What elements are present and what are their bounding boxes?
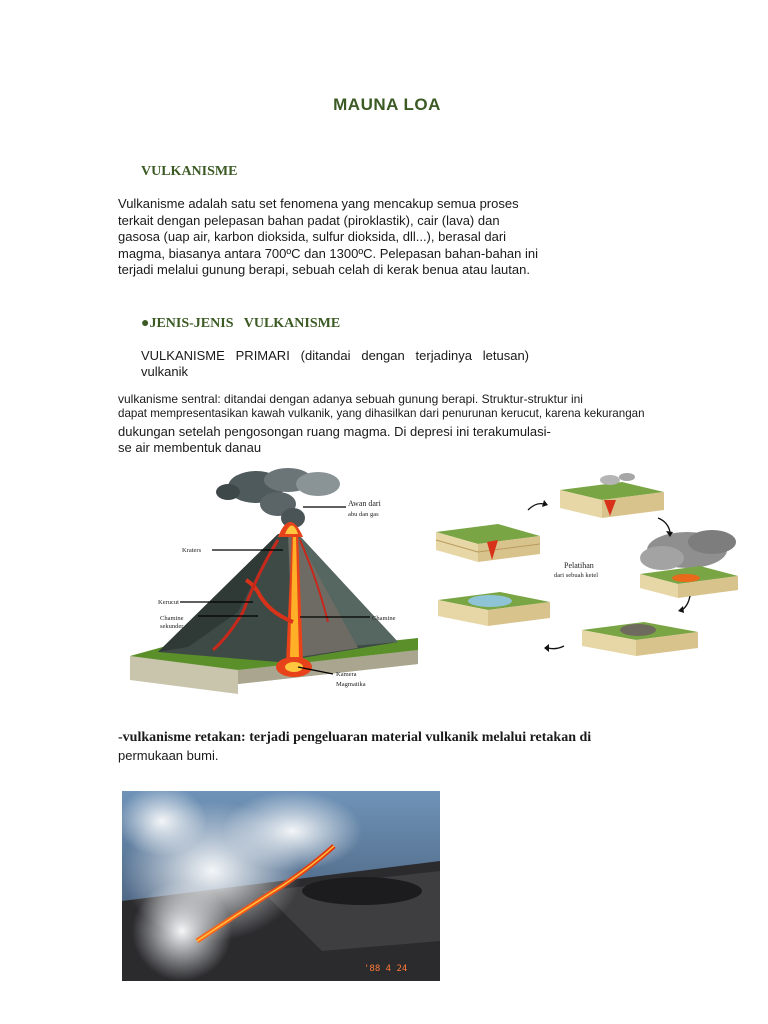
caldera-label-1: Pelatihan <box>564 561 594 570</box>
label-magmatika: Magmatika <box>336 681 366 688</box>
paragraph-line: gasosa (uap air, karbon dioksida, sulfur dioksida, dll...), berasal dari <box>118 229 507 244</box>
vulkanisme-paragraph <box>118 196 538 279</box>
label-chamine-sekunder-sub: sekunder <box>160 623 184 630</box>
section-heading-vulkanisme: VULKANISME <box>141 164 238 179</box>
primary-line-1: VULKANISME PRIMARI (ditandai dengan terjadinya letusan) <box>141 348 530 363</box>
fissure-photo <box>122 791 440 981</box>
label-kamera: Kamera <box>336 671 357 678</box>
section-heading-jenis: ●JENIS-JENIS VULKANISME <box>141 316 341 331</box>
page-title: MAUNA LOA <box>333 95 441 114</box>
block-stage-3 <box>640 530 738 598</box>
paragraph-line: terkait dengan pelepasan bahan padat (piroklastik), cair (lava) dan <box>118 212 500 228</box>
fissure-line-2: permukaan bumi. <box>118 748 219 763</box>
block-stage-1 <box>436 524 540 562</box>
paragraph-line: Vulkanisme adalah satu set fenomena yang mencakup semua proses <box>118 196 519 211</box>
label-awan: Awan dari <box>348 499 381 508</box>
label-chamine: Chamine <box>372 615 396 622</box>
volcano-diagram <box>128 462 420 694</box>
caldera-diagram <box>432 470 746 666</box>
block-stage-4 <box>582 622 698 656</box>
fissure-line-1: -vulkanisme retakan: terjadi pengeluaran material vulkanik melalui retakan di <box>118 730 592 745</box>
label-kraters: Kraters <box>182 547 202 554</box>
label-kerucut: Kerucut <box>158 599 179 606</box>
central-line-1: vulkanisme sentral: ditandai dengan adanya sebuah gunung berapi. Struktur-struktur ini <box>118 392 583 406</box>
caldera-label-2: dari sebuah ketel <box>554 572 599 579</box>
block-stage-2 <box>560 473 664 518</box>
photo-date-stamp: '88 4 24 <box>364 964 408 974</box>
central-line-3: dukungan setelah pengosongan ruang magma. Di depresi ini terakumulasi- <box>118 424 551 439</box>
paragraph-line: terjadi melalui gunung berapi, sebuah celah di kerak benua atau lautan. <box>118 262 530 277</box>
central-line-2: dapat mempresentasikan kawah vulkanik, yang dihasilkan dari penurunan kerucut, karena kekurangan <box>118 407 645 420</box>
ash-cloud <box>216 468 340 528</box>
label-awan-sub: abu dan gas <box>348 511 379 518</box>
label-chamine-sekunder: Chamine <box>160 615 184 622</box>
primary-line-2: vulkanik <box>141 364 188 379</box>
paragraph-line: magma, biasanya antara 700ºC dan 1300ºC. Pelepasan bahan-bahan ini <box>118 245 539 261</box>
central-line-4: se air membentuk danau <box>118 440 262 455</box>
block-stage-5 <box>438 592 550 626</box>
